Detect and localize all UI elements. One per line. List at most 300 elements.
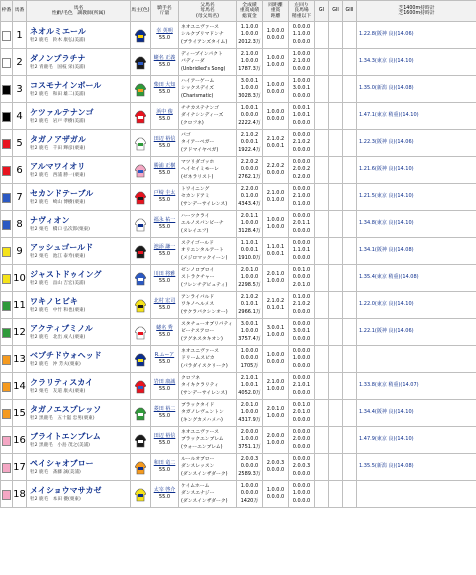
g2-cell — [329, 184, 343, 211]
jockey-cell — [151, 238, 179, 265]
table-row — [1, 319, 476, 346]
horse-name-link[interactable]: ワキノヒビキ — [30, 297, 78, 306]
broodmare-sire-name: (ダンスインザダーク) — [181, 498, 228, 504]
jockey-name-link[interactable]: R.ムーア — [154, 352, 175, 358]
table-row — [1, 184, 476, 211]
best-time-1600: 1.22.3(阪神 良)(14.06) — [359, 139, 414, 146]
total-prize: 2762.1万 — [238, 173, 261, 180]
total-prize: 1420万 — [240, 497, 259, 504]
total-prize: 1705万 — [240, 362, 259, 369]
horse-name-link[interactable]: セカンドテーブル — [30, 189, 94, 198]
total-record: 2.0.0.3 — [240, 455, 259, 462]
graded-record: 1.0.0.0 — [240, 85, 259, 92]
horse-number: 6 — [13, 157, 27, 184]
good-track-record: 2.0.0.3 — [292, 463, 311, 470]
silks-cell — [131, 49, 151, 76]
g2-cell — [329, 400, 343, 427]
g2-cell — [329, 373, 343, 400]
total-record: 1.1.0.1 — [240, 239, 259, 246]
graded-record: 1.0.0.0 — [240, 31, 259, 38]
horse-name-link[interactable]: ペイシャオブロー — [30, 459, 94, 468]
left-turn-record: 0.0.1.0 — [292, 401, 311, 408]
soft-track-record: 0.0.0.0 — [292, 92, 311, 99]
distance-record-cell — [263, 292, 289, 319]
horse-info: 牡2 鹿毛 崎山 博樹(栗東) — [30, 200, 86, 205]
total-record-cell — [237, 211, 263, 238]
good-track-record: 2.1.0.0 — [292, 58, 311, 65]
silks-cell — [131, 265, 151, 292]
g1-cell — [315, 22, 329, 49]
waku-color-box — [2, 166, 11, 176]
horse-name-link[interactable]: アッシュゴールド — [30, 243, 94, 252]
best-time-1600: 1.35.5(新潟 良)(14.08) — [359, 463, 414, 470]
sire-name: ゼンノロブロイ — [181, 267, 215, 273]
best-time-cell — [357, 427, 476, 454]
jockey-silks-icon — [135, 380, 146, 394]
graded-record: 0.0.0.0 — [240, 355, 259, 362]
waku-cell — [1, 157, 13, 184]
condition-record-cell — [289, 49, 315, 76]
horse-cell — [27, 22, 131, 49]
same-distance-graded: 1.0.0.0 — [266, 413, 285, 419]
g1-cell — [315, 103, 329, 130]
header-best-time: 芝1400m持時計 芝1600m持時計 — [357, 1, 476, 22]
horse-name-link[interactable]: コスモナインボール — [30, 81, 102, 90]
horse-info: 牡2 黒鹿毛 小島 茂之(美浦) — [30, 443, 90, 448]
jockey-name-link[interactable]: 菱田 裕二 — [153, 406, 176, 412]
jockey-silks-icon — [135, 218, 146, 232]
distance-record-cell — [263, 211, 289, 238]
soft-track-record: 0.0.0.0 — [292, 119, 311, 126]
best-time-1600: 1.47.9(東京 良)(14.10) — [359, 436, 414, 443]
jockey-name-link[interactable]: 太宰 啓介 — [153, 487, 176, 493]
waku-cell — [1, 346, 13, 373]
jockey-cell — [151, 157, 179, 184]
total-record-cell — [237, 130, 263, 157]
jockey-cell — [151, 130, 179, 157]
pedigree-cell — [179, 427, 237, 454]
horse-name-link[interactable]: アクティブミノル — [30, 324, 93, 333]
horse-info: 牡2 鹿毛 鈴木 康弘(美浦) — [30, 38, 86, 43]
g3-cell — [343, 319, 357, 346]
best-time-cell — [357, 103, 476, 130]
total-record-cell — [237, 76, 263, 103]
sire-name: ハーツクライ — [181, 213, 210, 219]
total-record-cell — [237, 49, 263, 76]
good-track-record: 2.0.0.0 — [292, 436, 311, 443]
condition-record-cell — [289, 373, 315, 400]
best-time-cell — [357, 481, 476, 508]
pedigree-cell — [179, 184, 237, 211]
horse-number: 18 — [13, 481, 27, 508]
same-distance-graded: 1.0.0.0 — [266, 278, 285, 284]
broodmare-sire-name: (Unbridled's Song) — [181, 66, 226, 72]
same-distance-graded: 0.0.0.0 — [266, 467, 285, 473]
distance-record-cell — [263, 76, 289, 103]
g1-cell — [315, 265, 329, 292]
same-distance-graded: 1.0.0.0 — [266, 224, 285, 230]
g1-cell — [315, 292, 329, 319]
waku-color-box — [2, 328, 11, 338]
horse-number: 9 — [13, 238, 27, 265]
sire-name: バゴ — [181, 132, 191, 138]
soft-track-record: 0.2.0.0 — [292, 173, 311, 180]
horse-info: 牡2 鹿毛 畠山 吉宏(美浦) — [30, 281, 86, 286]
g1-cell — [315, 157, 329, 184]
broodmare-sire-name: (サクラバクシンオー) — [181, 309, 228, 315]
g3-cell — [343, 265, 357, 292]
best-time-cell — [357, 400, 476, 427]
graded-record: 0.0.0.0 — [240, 490, 259, 497]
pedigree-cell — [179, 211, 237, 238]
g3-cell — [343, 130, 357, 157]
total-record-cell — [237, 22, 263, 49]
soft-track-record: 0.0.0.0 — [292, 65, 311, 72]
jockey-silks-icon — [135, 137, 146, 151]
horse-name-link[interactable]: ダノンプラチナ — [30, 54, 86, 63]
graded-record: 0.0.0.0 — [240, 112, 259, 119]
condition-record-cell — [289, 319, 315, 346]
horse-cell — [27, 265, 131, 292]
broodmare-sire-name: (クロフネ) — [181, 120, 204, 126]
table-row — [1, 49, 476, 76]
jockey-name-link[interactable]: 岩田 康誠 — [153, 379, 176, 385]
waku-color-box — [2, 139, 11, 149]
total-record: 2.0.1.1 — [240, 212, 259, 219]
jockey-name-link[interactable]: 柴田 大知 — [153, 82, 176, 88]
horse-name-link[interactable]: ベプチドウォヘッド — [30, 351, 102, 360]
jockey-name-link[interactable]: 福永 祐一 — [153, 217, 176, 223]
horse-name-link[interactable]: メイショウマサカゼ — [30, 486, 102, 495]
good-track-record: 1.1.0.1 — [292, 247, 311, 254]
total-record-cell — [237, 184, 263, 211]
horse-number: 4 — [13, 103, 27, 130]
table-row — [1, 157, 476, 184]
best-time-cell — [357, 22, 476, 49]
silks-cell — [131, 319, 151, 346]
broodmare-sire-name: (ヌレイエフ) — [181, 228, 209, 234]
total-prize: 2589.3万 — [238, 470, 261, 477]
left-turn-record: 0.0.0.0 — [292, 428, 311, 435]
horse-number: 15 — [13, 400, 27, 427]
sire-name: ハイアーゲーム — [181, 78, 215, 84]
dam-name: ストラクチャー — [181, 275, 215, 281]
g3-cell — [343, 157, 357, 184]
jockey-cell — [151, 184, 179, 211]
same-distance-graded: 0.0.0.0 — [266, 170, 285, 176]
silks-cell — [131, 400, 151, 427]
waku-color-box — [2, 193, 11, 203]
distance-record-cell — [263, 130, 289, 157]
g3-cell — [343, 400, 357, 427]
dam-name: シックスデイズ — [181, 86, 214, 92]
horse-name-link[interactable]: タガノエスプレッソ — [30, 405, 102, 414]
same-distance-graded: 1.0.0.0 — [266, 332, 285, 338]
total-prize: 2012.3万 — [238, 38, 261, 45]
jockey-silks-icon — [135, 245, 146, 259]
jockey-name-link[interactable]: 蛯名 秀 — [156, 325, 173, 331]
horse-info: 牡2 黒鹿毛 五十嵐 忠男(栗東) — [30, 416, 95, 421]
dam-name: ダンスエナジー — [181, 491, 215, 497]
g2-cell — [329, 427, 343, 454]
sire-name: マツリダゴッホ — [181, 159, 215, 165]
same-distance-record: 2.0.0.0 — [266, 432, 285, 439]
best-time-1600: 1.21.6(阪神 良)(14.10) — [359, 166, 414, 173]
best-time-1600: 1.33.8(東京 稍重)(14.07) — [359, 382, 419, 389]
best-time-1600: 1.34.4(阪神 良)(14.10) — [359, 409, 414, 416]
soft-track-record: 0.0.0.0 — [292, 38, 311, 45]
g2-cell — [329, 454, 343, 481]
soft-track-record: 0.0.0.0 — [292, 470, 311, 477]
dam-name: ダンスレッスン — [181, 464, 215, 470]
total-record-cell — [237, 373, 263, 400]
same-distance-record: 2.0.1.0 — [266, 270, 285, 277]
good-track-record: 1.0.0.1 — [292, 112, 311, 119]
graded-record: 1.0.0.1 — [240, 382, 259, 389]
same-distance-record: 2.1.0.2 — [266, 297, 285, 304]
waku-cell — [1, 103, 13, 130]
same-distance-graded: 0.0.0.0 — [266, 359, 285, 365]
header-waku: 枠番 — [1, 1, 13, 22]
silks-cell — [131, 184, 151, 211]
jockey-weight: 55.0 — [158, 305, 171, 311]
g1-cell — [315, 319, 329, 346]
broodmare-sire-name: (ウォーエンブレム) — [181, 444, 223, 450]
g3-cell — [343, 184, 357, 211]
g3-cell — [343, 238, 357, 265]
same-distance-graded: 0.0.0.0 — [266, 494, 285, 500]
jockey-name-link[interactable]: 蛯名 正義 — [153, 55, 176, 61]
jockey-silks-icon — [135, 434, 146, 448]
g2-cell — [329, 130, 343, 157]
jockey-name-link[interactable]: 和田 竜二 — [153, 460, 176, 466]
jockey-name-link[interactable]: 田辺 裕信 — [153, 136, 176, 142]
same-distance-graded: 0.0.0.0 — [266, 116, 285, 122]
same-distance-graded: 1.0.0.0 — [266, 62, 285, 68]
left-turn-record: 1.0.0.0 — [292, 50, 311, 57]
jockey-weight: 55.0 — [158, 143, 171, 149]
horse-number: 10 — [13, 265, 27, 292]
best-time-1600: 1.22.0(東京 良)(14.10) — [359, 301, 414, 308]
header-pedigree: 父馬名 母馬名 (母父馬名) — [179, 1, 237, 22]
horse-name-link[interactable]: ケツァルテナンゴ — [30, 108, 94, 117]
silks-cell — [131, 103, 151, 130]
jockey-name-link[interactable]: 浜中 俊 — [156, 109, 173, 115]
horse-number: 16 — [13, 427, 27, 454]
jockey-cell — [151, 400, 179, 427]
jockey-weight: 55.0 — [158, 35, 171, 41]
horse-cell — [27, 211, 131, 238]
waku-color-box — [2, 247, 11, 257]
best-time-1600: 1.35.4(東京 稍重)(14.08) — [359, 274, 419, 281]
good-track-record: 2.1.0.1 — [292, 382, 311, 389]
g3-cell — [343, 49, 357, 76]
horse-name-link[interactable]: ジャストドゥイング — [30, 270, 102, 279]
jockey-silks-icon — [135, 110, 146, 124]
condition-record-cell — [289, 400, 315, 427]
total-prize: 2222.4万 — [238, 119, 261, 126]
silks-cell — [131, 427, 151, 454]
pedigree-cell — [179, 346, 237, 373]
g3-cell — [343, 373, 357, 400]
pedigree-cell — [179, 130, 237, 157]
sire-name: トワイニング — [181, 186, 210, 192]
broodmare-sire-name: (サンデーサイレンス) — [181, 201, 228, 207]
horse-name-link[interactable]: ネオルミエール — [30, 27, 86, 36]
g2-cell — [329, 22, 343, 49]
table-row — [1, 346, 476, 373]
silks-cell — [131, 76, 151, 103]
best-time-1600: 1.34.1(阪神 良)(14.08) — [359, 247, 414, 254]
total-record: 2.0.0.0 — [240, 428, 259, 435]
good-track-record: 1.1.0.0 — [292, 31, 311, 38]
same-distance-record: 1.0.0.0 — [266, 54, 285, 61]
distance-record-cell — [263, 265, 289, 292]
left-turn-record: 0.0.0.0 — [292, 482, 311, 489]
graded-record: 0.0.0.0 — [240, 463, 259, 470]
broodmare-sire-name: (フレンチデピュティ) — [181, 282, 228, 288]
horse-info: 牡2 栗毛 池江 泰寿(栗東) — [30, 254, 86, 259]
best-time-cell — [357, 184, 476, 211]
pedigree-cell — [179, 238, 237, 265]
total-prize: 3757.4万 — [238, 335, 261, 342]
horse-name-link[interactable]: タガノアザガル — [30, 135, 86, 144]
total-record-cell — [237, 319, 263, 346]
same-distance-record: 2.1.0.0 — [266, 189, 285, 196]
jockey-silks-icon — [135, 353, 146, 367]
horse-name-link[interactable]: クラリティスカイ — [30, 378, 93, 387]
good-track-record: 1.0.0.0 — [292, 490, 311, 497]
g2-cell — [329, 238, 343, 265]
condition-record-cell — [289, 292, 315, 319]
jockey-cell — [151, 292, 179, 319]
horse-name-link[interactable]: ナヴィオン — [30, 216, 70, 225]
sire-name: ディープインパクト — [181, 51, 223, 57]
jockey-name-link[interactable]: 田辺 裕信 — [153, 433, 176, 439]
pedigree-cell — [179, 481, 237, 508]
g3-cell — [343, 346, 357, 373]
total-record-cell — [237, 103, 263, 130]
g2-cell — [329, 211, 343, 238]
good-track-record: 3.0.0.1 — [292, 85, 311, 92]
jockey-weight: 55.0 — [158, 494, 171, 500]
best-time-cell — [357, 373, 476, 400]
dam-name: ダイナシンディーズ — [181, 113, 224, 119]
dam-name: ブラックエンブレム — [181, 437, 224, 443]
waku-color-box — [2, 220, 11, 230]
jockey-name-link[interactable]: 北村 宏司 — [153, 298, 176, 304]
condition-record-cell — [289, 238, 315, 265]
jockey-name-link[interactable]: 池添 謙一 — [153, 244, 176, 250]
g2-cell — [329, 319, 343, 346]
jockey-name-link[interactable]: 戸崎 圭太 — [153, 190, 176, 196]
condition-record-cell — [289, 22, 315, 49]
same-distance-record: 1.0.0.0 — [266, 486, 285, 493]
good-track-record: 3.0.0.1 — [292, 328, 311, 335]
horse-number: 11 — [13, 292, 27, 319]
left-turn-record: 0.0.1.0 — [292, 266, 311, 273]
silks-cell — [131, 130, 151, 157]
horse-name-link[interactable]: アルマワイオリ — [30, 162, 86, 171]
table-row — [1, 454, 476, 481]
g1-cell — [315, 49, 329, 76]
broodmare-sire-name: (ゼネラリスト) — [181, 174, 214, 180]
g2-cell — [329, 265, 343, 292]
g1-cell — [315, 130, 329, 157]
sire-name: チチカステナンゴ — [181, 105, 219, 111]
g2-cell — [329, 292, 343, 319]
horse-info: 牡2 鹿毛 沖 芳夫(栗東) — [30, 362, 81, 367]
jockey-name-link[interactable]: 幸 英明 — [156, 28, 173, 34]
total-record: 2.1.0.1 — [240, 374, 259, 381]
total-record: 3.0.0.1 — [240, 77, 259, 84]
header-same: 同距離 重賞 距離 — [263, 1, 289, 22]
waku-color-box — [2, 490, 11, 500]
best-time-cell — [357, 292, 476, 319]
jockey-weight: 55.0 — [158, 467, 171, 473]
jockey-name-link[interactable]: 勝浦 正樹 — [153, 163, 176, 169]
pedigree-cell — [179, 22, 237, 49]
jockey-silks-icon — [135, 326, 146, 340]
horse-cell — [27, 319, 131, 346]
best-time-cell — [357, 454, 476, 481]
condition-record-cell — [289, 130, 315, 157]
condition-record-cell — [289, 265, 315, 292]
jockey-weight: 55.0 — [158, 386, 171, 392]
broodmare-sire-name: (ブライアンズタイム) — [181, 39, 228, 45]
jockey-silks-icon — [135, 299, 146, 313]
jockey-cell — [151, 49, 179, 76]
horse-info: 牡2 栗毛 橋口 弘次郎(栗東) — [30, 227, 90, 232]
jockey-name-link[interactable]: 川田 将雅 — [153, 271, 176, 277]
sire-name: ネオユニヴァース — [181, 429, 219, 435]
waku-color-box — [2, 58, 11, 68]
condition-record-cell — [289, 211, 315, 238]
condition-record-cell — [289, 184, 315, 211]
table-row — [1, 427, 476, 454]
horse-number: 8 — [13, 211, 27, 238]
jockey-silks-icon — [135, 56, 146, 70]
distance-record-cell — [263, 22, 289, 49]
silks-cell — [131, 238, 151, 265]
horse-name-link[interactable]: ブライトエンブレム — [30, 432, 101, 441]
table-row — [1, 22, 476, 49]
horse-number: 5 — [13, 130, 27, 157]
total-record: 3.0.0.1 — [240, 320, 259, 327]
horse-cell — [27, 373, 131, 400]
header-jockey: 騎手名 斤量 — [151, 1, 179, 22]
same-distance-graded: 0.1.0.1 — [266, 305, 285, 311]
g3-cell — [343, 103, 357, 130]
pedigree-cell — [179, 400, 237, 427]
jockey-cell — [151, 211, 179, 238]
broodmare-sire-name: (サンデーサイレンス) — [181, 390, 228, 396]
soft-track-record: 0.0.0.0 — [292, 443, 311, 450]
table-row — [1, 76, 476, 103]
waku-color-box — [2, 355, 11, 365]
jockey-weight: 55.0 — [158, 89, 171, 95]
waku-cell — [1, 22, 13, 49]
same-distance-graded: 0.0.0.1 — [266, 143, 285, 149]
left-turn-record: 0.0.0.0 — [292, 212, 311, 219]
waku-cell — [1, 76, 13, 103]
waku-cell — [1, 319, 13, 346]
pedigree-cell — [179, 103, 237, 130]
horse-number: 7 — [13, 184, 27, 211]
pedigree-cell — [179, 454, 237, 481]
header-cond: 左回り 良馬場 稍重以下 — [289, 1, 315, 22]
best-time-cell — [357, 319, 476, 346]
